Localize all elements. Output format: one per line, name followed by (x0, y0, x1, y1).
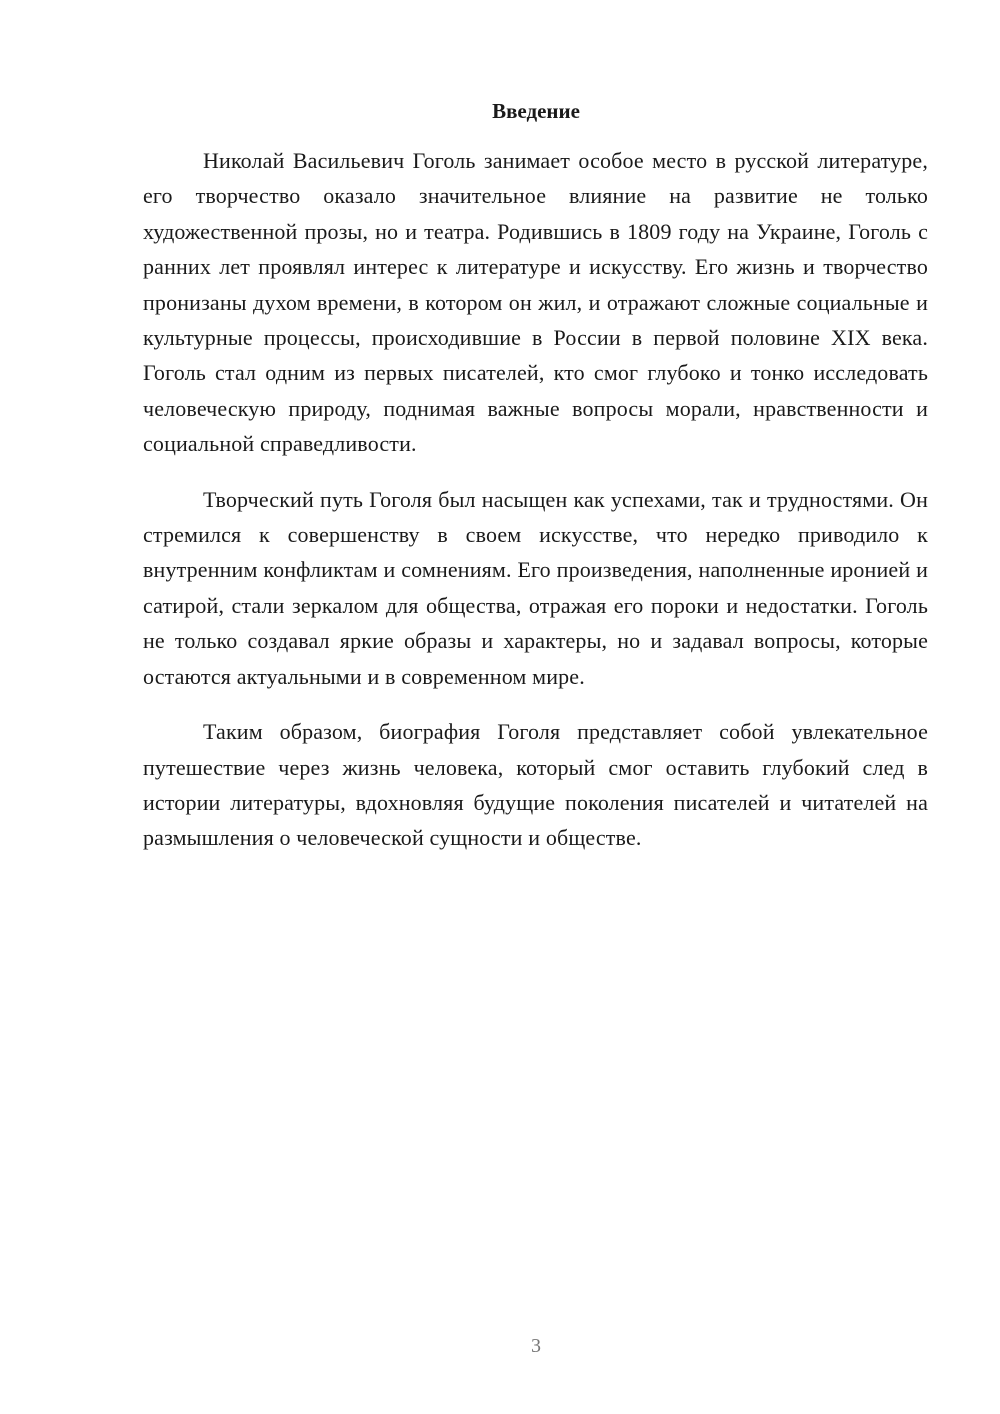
section-title: Введение (492, 99, 580, 123)
page-number: 3 (531, 1335, 541, 1357)
paragraph-3: Таким образом, биография Гоголя представляет собой увлекательное путешествие через жизнь человека, который смог оставить глубокий след в истории литературы, вдохновляя будущие поколения писателей и читателей на размышления о человеческой сущности и обществе. (143, 719, 928, 851)
paragraph-1: Николай Васильевич Гоголь занимает особое место в русской литературе, его творчество оказало значительное влияние на развитие не только художественной прозы, но и театра. Родившись в 1809 году на Украине, Гоголь с ранних лет проявлял интерес к литературе и искусству. Его жизнь и творчество пронизаны духом времени, в котором он жил, и отражают сложные социальные и культурные процессы, происходившие в России в первой половине XIX века. Гоголь стал одним из первых писателей, кто смог глубоко и тонко исследовать человеческую природу, поднимая важные вопросы морали, нравственности и социальной справедливости. (143, 148, 928, 457)
paragraph-2: Творческий путь Гоголя был насыщен как успехами, так и трудностями. Он стремился к совершенству в своем искусстве, что нередко приводило к внутренним конфликтам и сомнениям. Его произведения, наполненные иронией и сатирой, стали зеркалом для общества, отражая его пороки и недостатки. Гоголь не только создавал яркие образы и характеры, но и задавал вопросы, которые остаются актуальными и в современном мире. (143, 486, 928, 689)
document-body (143, 143, 928, 876)
